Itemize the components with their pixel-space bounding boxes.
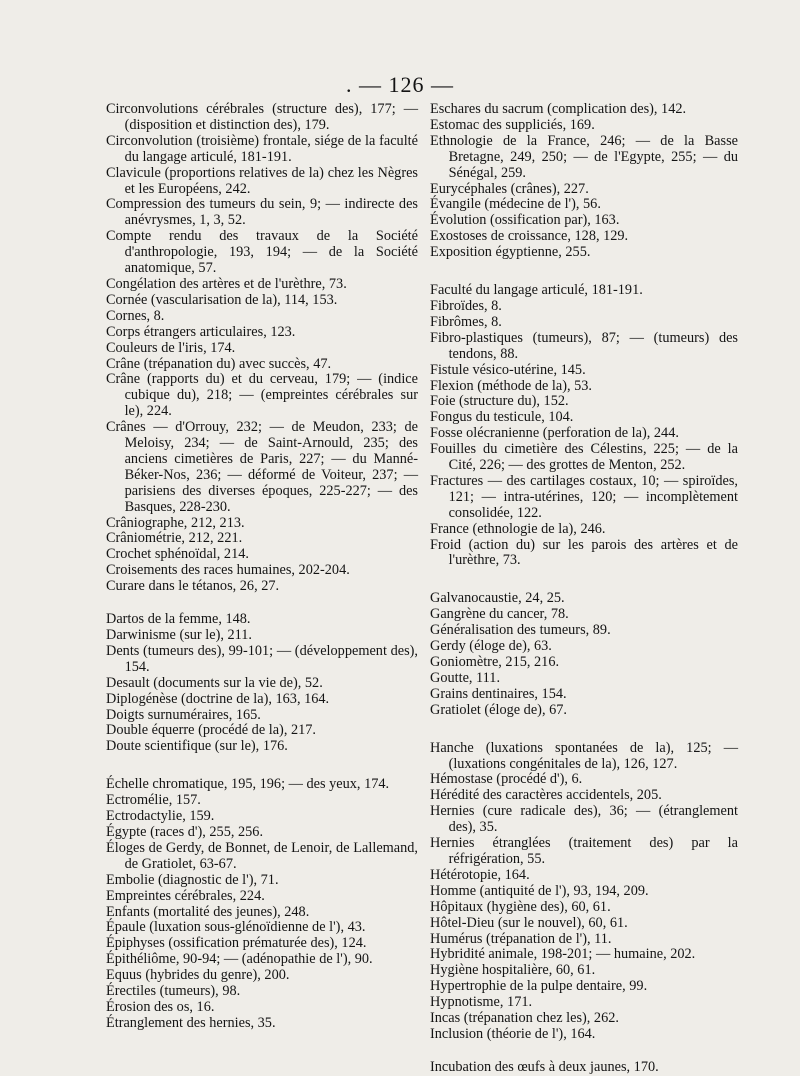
index-entry: Crâniographe, 212, 213.	[106, 514, 245, 531]
index-entry: Hérédité des caractères accidentels, 205.	[430, 787, 662, 804]
index-entry: Crânes — d'Orrouy, 232; — de Meudon, 233; de Meloisy, 234; — de Saint-Arnould, 235; des anciens cimetières de Paris, 227; — du Manné-Béker-Nos, 236; — déformé de Voiteur, 237; — parisiens des diverses époques, 225-227; — des Basques, 228-230.	[106, 419, 418, 515]
index-entry: Eschares du sacrum (complication des), 142.	[430, 101, 687, 117]
index-entry: Galvanocaustie, 24, 25.	[430, 590, 565, 607]
index-entry: Hypertrophie de la pulpe dentaire, 99.	[430, 978, 648, 995]
index-entry: Ethnologie de la France, 246; — de la Basse Bretagne, 249, 250; — de l'Egypte, 255; — du Sénégal, 259.	[430, 132, 738, 181]
index-entry: Ectrodactylie, 159.	[106, 808, 215, 825]
index-entry: Darwinisme (sur le), 211.	[106, 627, 252, 643]
index-entry: Eurycéphales (crânes), 227.	[430, 180, 589, 197]
index-entry: Grains dentinaires, 154.	[430, 685, 567, 702]
index-entry: Hernies (cure radicale des), 36; — (étranglement des), 35.	[430, 803, 738, 836]
index-entry: Égypte (races d'), 255, 256.	[106, 823, 264, 840]
index-entry: Érectiles (tumeurs), 98.	[106, 983, 241, 1000]
index-entry: Couleurs de l'iris, 174.	[106, 339, 236, 356]
page-number: . — 126 —	[346, 72, 454, 97]
index-entry: Curare dans le tétanos, 26, 27.	[106, 578, 280, 595]
index-entry: Hygiène hospitalière, 60, 61.	[430, 962, 596, 979]
index-entry: Dents (tumeurs des), 99-101; — (développement des), 154.	[106, 642, 418, 675]
left-column	[106, 102, 418, 1032]
index-entry: Gratiolet (éloge de), 67.	[430, 701, 567, 718]
index-entry: Humérus (trépanation de l'), 11.	[430, 930, 612, 947]
index-entry: Hétérotopie, 164.	[430, 866, 530, 883]
index-entry: Gerdy (éloge de), 63.	[430, 638, 552, 655]
index-entry: Éloges de Gerdy, de Bonnet, de Lenoir, de Lallemand, de Gratiolet, 63-67.	[106, 839, 418, 872]
index-entry: Corps étrangers articulaires, 123.	[106, 323, 296, 340]
index-entry: France (ethnologie de la), 246.	[430, 520, 606, 537]
index-entry: Circonvolution (troisième) frontale, siége de la faculté du langage articulé, 181-191.	[106, 132, 418, 165]
index-entry: Fongus du testicule, 104.	[430, 409, 574, 426]
index-entry: Crâne (trépanation du) avec succès, 47.	[106, 355, 332, 372]
index-entry: Goniomètre, 215, 216.	[430, 654, 560, 670]
index-entry: Double équerre (procédé de la), 217.	[106, 722, 316, 739]
index-entry: Hybridité animale, 198-201; — humaine, 202.	[430, 946, 696, 963]
index-entry: Desault (documents sur la vie de), 52.	[106, 674, 323, 691]
index-entry: Hôpitaux (hygiène des), 60, 61.	[430, 898, 611, 915]
index-entry: Estomac des suppliciés, 169.	[430, 116, 595, 133]
index-entry: Flexion (méthode de la), 53.	[430, 377, 592, 394]
index-entry: Incubation des œufs à deux jaunes, 170.	[430, 1058, 659, 1075]
right-column	[430, 102, 738, 1076]
index-entry: Évangile (médecine de l'), 56.	[430, 196, 601, 213]
index-entry: Fistule vésico-utérine, 145.	[430, 361, 586, 378]
index-entry: Ectromélie, 157.	[106, 792, 201, 809]
index-entry: Compte rendu des travaux de la Société d'anthropologie, 193, 194; — de la Société anatomique, 57.	[106, 228, 418, 277]
index-entry: Incas (trépanation chez les), 262.	[430, 1010, 619, 1027]
index-entry: Circonvolutions cérébrales (structure des), 177; — (disposition et distinction des), 179.	[106, 101, 418, 133]
index-entry: Congélation des artères et de l'urèthre, 73.	[106, 275, 347, 292]
index-entry: Inclusion (théorie de l'), 164.	[430, 1025, 596, 1042]
index-entry: Homme (antiquité de l'), 93, 194, 209.	[430, 882, 649, 899]
index-entry: Clavicule (proportions relatives de la) chez les Nègres et les Européens, 242.	[106, 164, 418, 197]
index-entry: Cornes, 8.	[106, 307, 165, 324]
index-entry: Diplogénèse (doctrine de la), 163, 164.	[106, 690, 330, 707]
index-entry: Épiphyses (ossification prématurée des), 124.	[106, 935, 367, 952]
index-entry: Empreintes cérébrales, 224.	[106, 887, 265, 904]
index-entry: Exposition égyptienne, 255.	[430, 244, 591, 261]
index-entry: Fosse olécranienne (perforation de la), 244.	[430, 425, 679, 442]
index-entry: Épaule (luxation sous-glénoïdienne de l'), 43.	[106, 919, 366, 936]
index-entry: Goutte, 111.	[430, 669, 501, 686]
index-entry: Froid (action du) sur les parois des artères et de l'urèthre, 73.	[430, 536, 738, 569]
index-entry: Épithéliôme, 90-94; — (adénopathie de l'), 90.	[106, 951, 373, 968]
index-entry: Cornée (vascularisation de la), 114, 153.	[106, 291, 338, 308]
index-entry: Fibrômes, 8.	[430, 313, 502, 330]
index-entry: Hôtel-Dieu (sur le nouvel), 60, 61.	[430, 914, 628, 931]
index-entry: Exostoses de croissance, 128, 129.	[430, 228, 629, 245]
index-entry: Crâne (rapports du) et du cerveau, 179; — (indice cubique du), 218; — (empreintes cérébrales sur le), 224.	[106, 371, 418, 420]
index-entry: Faculté du langage articulé, 181-191.	[430, 282, 643, 299]
index-entry: Fibroïdes, 8.	[430, 297, 502, 314]
index-entry: Compression des tumeurs du sein, 9; — indirecte des anévrysmes, 1, 3, 52.	[106, 196, 418, 229]
index-entry: Généralisation des tumeurs, 89.	[430, 622, 611, 639]
index-entry: Equus (hybrides du genre), 200.	[106, 967, 290, 984]
index-entry: Hémostase (procédé d'), 6.	[430, 771, 583, 788]
index-entry: Fractures — des cartilages costaux, 10; — spiroïdes, 121; — intra-utérines, 120; — incomplètement consolidée, 122.	[430, 472, 738, 521]
index-entry: Hernies étranglées (traitement des) par la réfrigération, 55.	[430, 835, 738, 867]
index-entry: Érosion des os, 16.	[106, 998, 215, 1015]
index-entry: Évolution (ossification par), 163.	[430, 212, 620, 229]
index-entry: Fibro-plastiques (tumeurs), 87; — (tumeurs) des tendons, 88.	[430, 329, 738, 362]
index-entry: Embolie (diagnostic de l'), 71.	[106, 871, 279, 888]
index-entry: Étranglement des hernies, 35.	[106, 1014, 276, 1031]
index-entry: Doigts surnuméraires, 165.	[106, 706, 261, 723]
index-entry: Fouilles du cimetière des Célestins, 225; — de la Cité, 226; — des grottes de Menton, 252.	[430, 441, 738, 474]
index-entry: Enfants (mortalité des jeunes), 248.	[106, 903, 310, 920]
index-entry: Échelle chromatique, 195, 196; — des yeux, 174.	[106, 776, 390, 793]
index-entry: Dartos de la femme, 148.	[106, 611, 251, 628]
index-entry: Hanche (luxations spontanées de la), 125; — (luxations congénitales de la), 126, 127.	[430, 739, 738, 772]
index-entry: Doute scientifique (sur le), 176.	[106, 738, 288, 755]
index-entry: Crochet sphénoïdal, 214.	[106, 546, 249, 563]
index-entry: Gangrène du cancer, 78.	[430, 606, 569, 623]
index-entry: Croisements des races humaines, 202-204.	[106, 562, 350, 579]
index-entry: Foie (structure du), 152.	[430, 393, 569, 410]
index-entry: Hypnotisme, 171.	[430, 994, 533, 1011]
index-entry: Crâniométrie, 212, 221.	[106, 530, 243, 547]
